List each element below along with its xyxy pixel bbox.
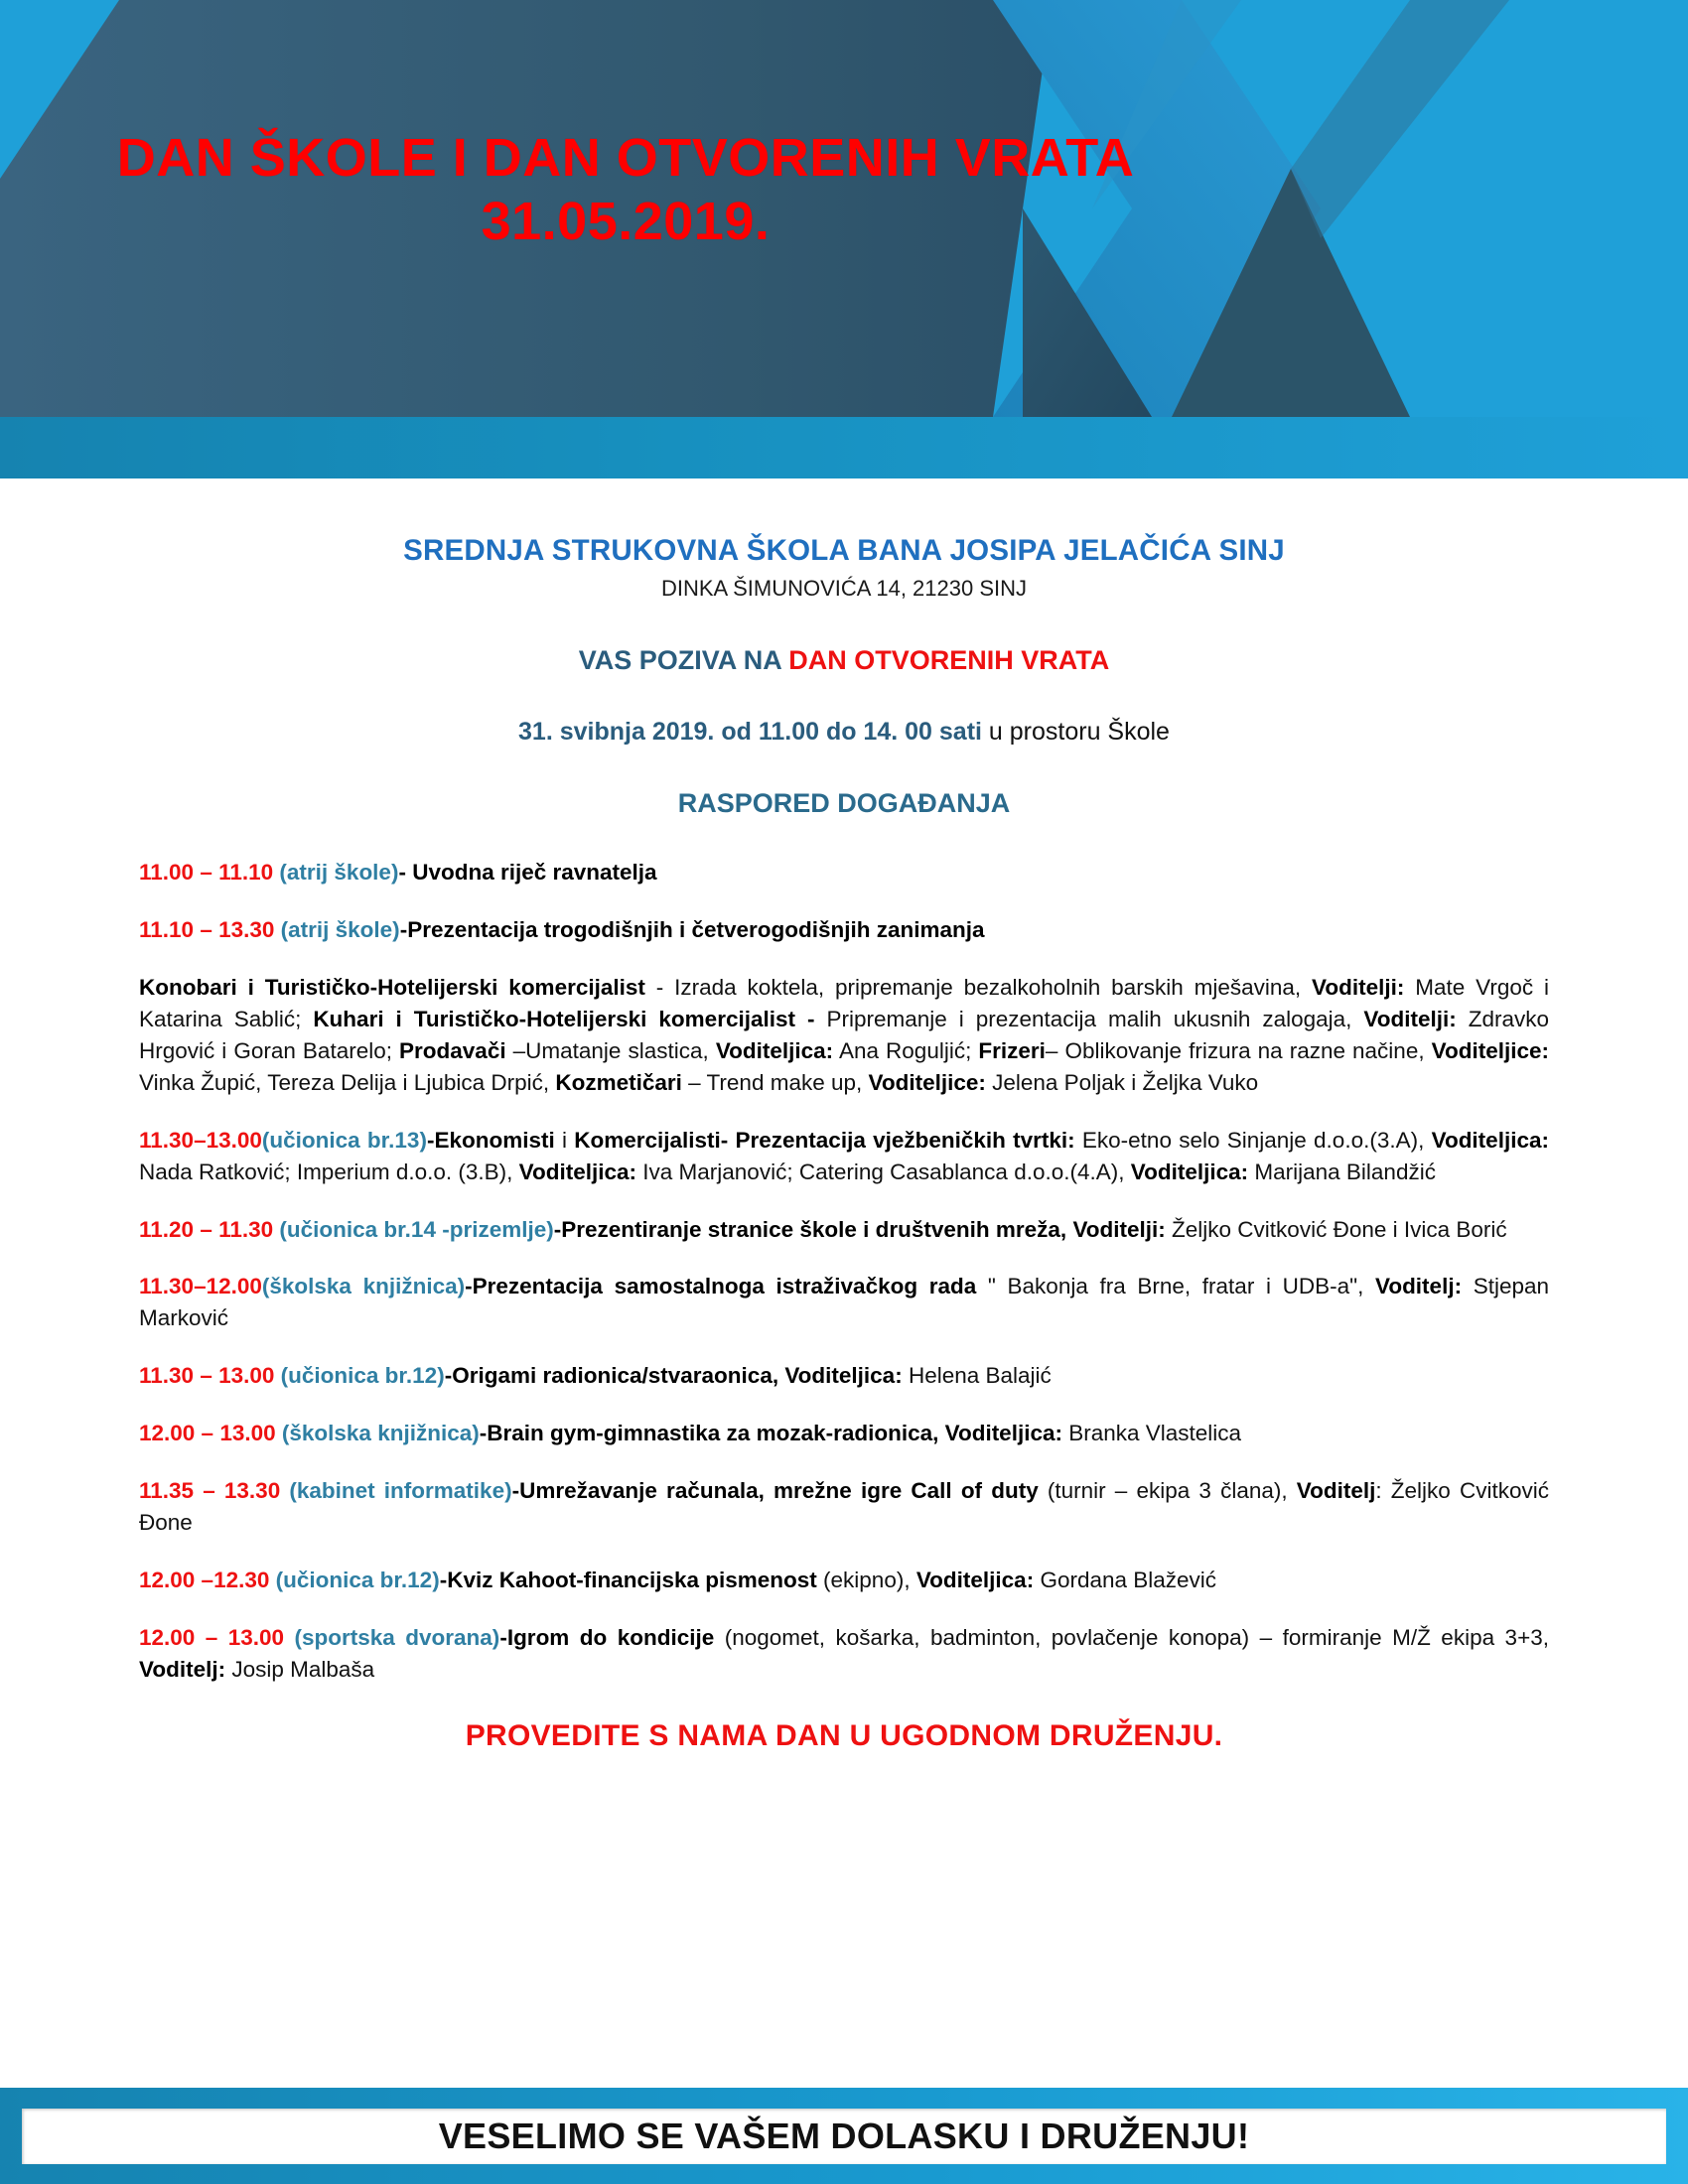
schedule-item-4-place: (učionica br.13) (261, 1127, 427, 1153)
item4-b4: Voditeljica: (518, 1159, 637, 1184)
item3-b8: Voditeljice: (1431, 1037, 1549, 1063)
schedule-item-11 (139, 1622, 1549, 1686)
schedule-item-2-sep: - (399, 916, 408, 942)
schedule-item-8 (139, 1418, 1549, 1449)
item3-b5: Prodavači (399, 1037, 506, 1063)
item3-b4: Voditelji: (1363, 1006, 1457, 1031)
item11-t1: (nogomet, košarka, badminton, povlačenje konopa) – formiranje M/Ž ekipa 3+3, (714, 1625, 1549, 1650)
item3-b3: Kuhari i Turističko-Hotelijerski komercijalist - (313, 1006, 815, 1031)
schedule-item-8-place: (školska knjižnica) (281, 1421, 480, 1446)
item3-t9: – Trend make up, (681, 1069, 869, 1095)
schedule-item-4-sep: - (426, 1127, 435, 1153)
item10-b2: Voditeljica: (915, 1568, 1035, 1593)
item9-b1: Umrežavanje računala, mrežne igre Call of duty (519, 1478, 1039, 1504)
schedule-item-7-place: (učionica br.12) (280, 1363, 445, 1389)
item4-t2: Eko-etno selo Sinjanje d.o.o.(3.A), (1074, 1127, 1432, 1153)
item10-t2: Gordana Blažević (1034, 1568, 1217, 1593)
schedule-item-4-time: 11.30–13.00 (139, 1127, 262, 1153)
item3-t1: - Izrada koktela, pripremanje bezalkoholnih barskih mješavina, (644, 974, 1313, 1000)
schedule-item-9 (139, 1475, 1549, 1539)
item4-t5: Marijana Bilandžić (1248, 1159, 1436, 1184)
invitation-line (139, 645, 1549, 676)
school-address: DINKA ŠIMUNOVIĆA 14, 21230 SINJ (660, 576, 1028, 601)
item4-b5: Voditeljica: (1130, 1159, 1249, 1184)
banner-title-line2: 31.05.2019. (481, 191, 771, 251)
item8-b1: Brain gym-gimnastika za mozak-radionica, Voditeljica: (487, 1421, 1062, 1446)
schedule-item-1-title: Uvodna riječ ravnatelja (412, 860, 657, 885)
item3-b6: Voditeljica: (715, 1037, 834, 1063)
schedule-item-4 (139, 1125, 1549, 1188)
item3-t6: Ana Roguljić; (833, 1037, 979, 1063)
item9-t1: (turnir – ekipa 3 člana), (1038, 1478, 1297, 1504)
header-blue-band (0, 417, 1688, 478)
schedule-item-9-time: 11.35 – 13.30 (139, 1478, 290, 1504)
item4-b2: Komercijalisti- Prezentacija vježbeničkih tvrtki: (574, 1127, 1075, 1153)
item3-b7: Frizeri (978, 1037, 1046, 1063)
schedule-item-9-place: (kabinet informatike) (289, 1478, 512, 1504)
item9-b2: Voditelj (1296, 1478, 1376, 1504)
schedule-item-11-sep: - (499, 1625, 507, 1650)
schedule-item-7 (139, 1360, 1549, 1392)
schedule-item-2-place: (atrij škole) (280, 916, 400, 942)
item6-b2: Voditelj: (1374, 1274, 1463, 1299)
item3-t8: Vinka Župić, Tereza Delija i Ljubica Drpić, (139, 1069, 556, 1095)
item6-t1: " Bakonja fra Brne, fratar i UDB-a", (976, 1274, 1375, 1299)
schedule-item-10-time: 12.00 –12.30 (139, 1568, 276, 1593)
schedule-item-5-place: (učionica br.14 -prizemlje) (279, 1216, 554, 1242)
invitation-prefix: VAS POZIVA NA (578, 645, 789, 675)
schedule-item-6 (139, 1271, 1549, 1334)
item8-t1: Branka Vlastelica (1061, 1421, 1242, 1446)
item6-b1: Prezentacija samostalnoga istraživačkog rada (472, 1274, 977, 1299)
schedule-item-6-time: 11.30–12.00 (139, 1274, 262, 1299)
item3-t5: –Umatanje slastica, (505, 1037, 716, 1063)
item5-t2: Željko Cvitković Đone i Ivica Borić (1165, 1216, 1507, 1242)
item4-b1: Ekonomisti (434, 1127, 555, 1153)
item4-b3: Voditeljica: (1431, 1127, 1549, 1153)
datetime-line (139, 718, 1549, 747)
item3-t10: Jelena Poljak i Željka Vuko (985, 1069, 1259, 1095)
item11-b1: Igrom do kondicije (506, 1625, 715, 1650)
item5-b1: Prezentiranje stranice škole i društvenih mreža, (561, 1216, 1067, 1242)
header-banner (0, 0, 1688, 417)
schedule-item-11-place: (sportska dvorana) (294, 1625, 500, 1650)
item10-b1: Kviz Kahoot-financijska pismenost (447, 1568, 817, 1593)
closing-message: PROVEDITE S NAMA DAN U UGODNOM DRUŽENJU. (465, 1718, 1223, 1752)
item6-t2: Stjepan Marković (139, 1274, 1550, 1331)
datetime-rest: u prostoru Škole (981, 718, 1170, 746)
datetime-bold: 31. svibnja 2019. od 11.00 do 14. 00 sati (518, 718, 982, 746)
schedule-item-7-time: 11.30 – 13.00 (139, 1363, 281, 1389)
item9-t2: : Željko Cvitković Đone (139, 1478, 1549, 1536)
schedule-item-5 (139, 1214, 1549, 1246)
schedule-heading: RASPORED DOGAĐANJA (677, 788, 1011, 818)
schedule-item-8-time: 12.00 – 13.00 (139, 1421, 282, 1446)
schedule-item-1-sep: - (398, 860, 413, 885)
schedule-item-5-time: 11.20 – 11.30 (139, 1216, 280, 1242)
item3-t3: Pripremanje i prezentacija malih ukusnih zalogaja, (814, 1006, 1364, 1031)
item11-b2: Voditelj: (139, 1656, 226, 1682)
schedule-item-1 (139, 857, 1549, 888)
banner-title-line1: DAN ŠKOLE I DAN OTVORENIH VRATA (116, 128, 1135, 188)
item4-t3: Nada Ratković; Imperium d.o.o. (3.B), (139, 1159, 519, 1184)
item3-b10: Voditeljice: (868, 1069, 986, 1095)
footer-inner-box (22, 2109, 1666, 2164)
schedule-item-11-time: 12.00 – 13.00 (139, 1625, 295, 1650)
main-content (0, 478, 1688, 1753)
schedule-item-1-place: (atrij škole) (279, 860, 399, 885)
schedule-item-10-sep: - (439, 1568, 448, 1593)
schedule-item-6-sep: - (465, 1274, 473, 1299)
item3-b9: Kozmetičari (555, 1069, 682, 1095)
schedule-item-8-sep: - (479, 1421, 488, 1446)
item3-t4: Zdravko Hrgović i Goran Batarelo; (139, 1006, 1549, 1063)
item3-b1: Konobari i Turističko-Hotelijerski komercijalist (139, 974, 645, 1000)
item5-b2: Voditelji: (1066, 1216, 1166, 1242)
item4-t4: Iva Marjanović; Catering Casablanca d.o.o.(4.A), (636, 1159, 1131, 1184)
schedule-item-6-place: (školska knjižnica) (261, 1274, 466, 1299)
schedule-item-3-details (139, 972, 1549, 1099)
page-title: SREDNJA STRUKOVNA ŠKOLA BANA JOSIPA JELAČIĆA SINJ (403, 534, 1285, 567)
footer-banner (0, 2088, 1688, 2184)
item3-b2: Voditelji: (1312, 974, 1405, 1000)
schedule-item-2 (139, 914, 1549, 946)
item3-t7: – Oblikovanje frizura na razne načine, (1045, 1037, 1432, 1063)
footer-text: VESELIMO SE VAŠEM DOLASKU I DRUŽENJU! (438, 2116, 1250, 2156)
item11-t2: Josip Malbaša (225, 1656, 375, 1682)
item3-t2: Mate Vrgoč i Katarina Sablić; (139, 974, 1549, 1031)
schedule-item-2-time: 11.10 – 13.30 (139, 916, 281, 942)
item7-t1: Helena Balajić (902, 1363, 1052, 1389)
schedule-item-10-place: (učionica br.12) (275, 1568, 440, 1593)
item4-t1: i (554, 1127, 575, 1153)
schedule-item-10 (139, 1565, 1549, 1596)
schedule-item-5-sep: - (553, 1216, 562, 1242)
item7-b1: Origami radionica/stvaraonica, Voditeljica: (452, 1363, 903, 1389)
schedule-item-7-sep: - (444, 1363, 453, 1389)
banner-title (0, 127, 1251, 253)
schedule-item-1-time: 11.00 – 11.10 (139, 860, 280, 885)
item10-t1: (ekipno), (816, 1568, 916, 1593)
schedule-item-9-sep: - (511, 1478, 520, 1504)
schedule-item-2-title: Prezentacija trogodišnjih i četverogodišnjih zanimanja (407, 916, 985, 942)
invitation-highlight: DAN OTVORENIH VRATA (788, 645, 1110, 675)
